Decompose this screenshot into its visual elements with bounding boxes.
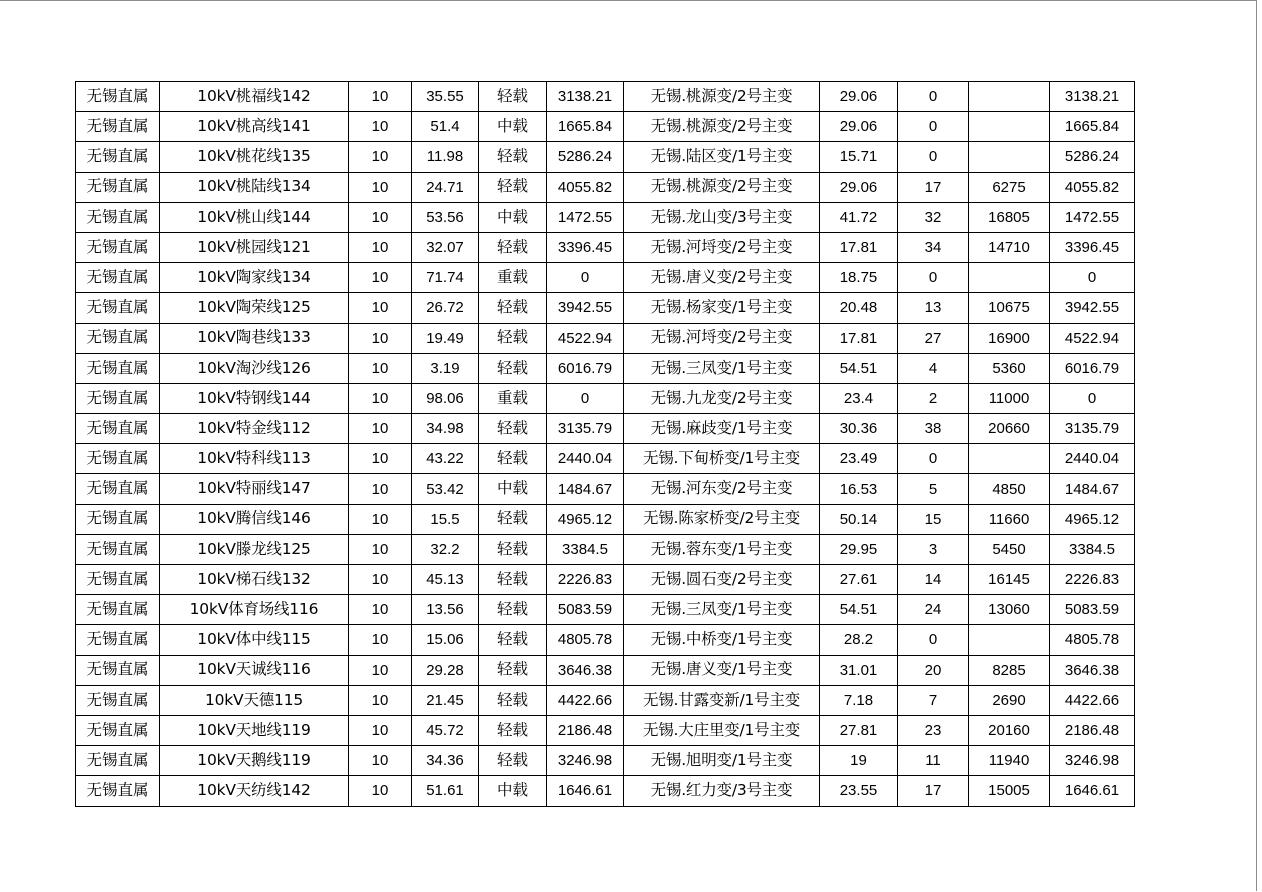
capacity-cell: 1472.55 <box>547 202 624 232</box>
substation-cell: 无锡.唐义变/2号主变 <box>624 263 820 293</box>
capacity-cell: 5083.59 <box>547 595 624 625</box>
count-cell: 20 <box>898 655 969 685</box>
load-rate-cell: 34.36 <box>412 746 479 776</box>
amount-cell: 16145 <box>969 565 1050 595</box>
org-cell: 无锡直属 <box>76 323 160 353</box>
voltage-cell: 10 <box>349 112 412 142</box>
amount-cell: 20660 <box>969 414 1050 444</box>
voltage-cell: 10 <box>349 504 412 534</box>
org-cell: 无锡直属 <box>76 776 160 806</box>
remaining-cell: 1646.61 <box>1050 776 1135 806</box>
transformer-rate-cell: 54.51 <box>820 353 898 383</box>
transformer-rate-cell: 23.55 <box>820 776 898 806</box>
transformer-rate-cell: 17.81 <box>820 323 898 353</box>
amount-cell <box>969 625 1050 655</box>
load-status-cell: 中载 <box>479 112 547 142</box>
transformer-rate-cell: 17.81 <box>820 232 898 262</box>
amount-cell: 16900 <box>969 323 1050 353</box>
count-cell: 0 <box>898 625 969 655</box>
load-status-cell: 轻载 <box>479 414 547 444</box>
load-rate-cell: 15.5 <box>412 504 479 534</box>
load-status-cell: 轻载 <box>479 565 547 595</box>
voltage-cell: 10 <box>349 655 412 685</box>
remaining-cell: 1472.55 <box>1050 202 1135 232</box>
amount-cell <box>969 444 1050 474</box>
count-cell: 14 <box>898 565 969 595</box>
transformer-rate-cell: 19 <box>820 746 898 776</box>
feeder-cell: 10kV桃花线135 <box>160 142 349 172</box>
remaining-cell: 4805.78 <box>1050 625 1135 655</box>
substation-cell: 无锡.九龙变/2号主变 <box>624 383 820 413</box>
table-row <box>76 293 1135 323</box>
amount-cell: 14710 <box>969 232 1050 262</box>
capacity-cell: 3384.5 <box>547 534 624 564</box>
org-cell: 无锡直属 <box>76 504 160 534</box>
load-rate-cell: 45.72 <box>412 715 479 745</box>
org-cell: 无锡直属 <box>76 353 160 383</box>
remaining-cell: 5286.24 <box>1050 142 1135 172</box>
voltage-cell: 10 <box>349 353 412 383</box>
capacity-cell: 3942.55 <box>547 293 624 323</box>
amount-cell <box>969 112 1050 142</box>
feeder-cell: 10kV特金线112 <box>160 414 349 444</box>
substation-cell: 无锡.圆石变/2号主变 <box>624 565 820 595</box>
org-cell: 无锡直属 <box>76 746 160 776</box>
feeder-cell: 10kV桃福线142 <box>160 82 349 112</box>
org-cell: 无锡直属 <box>76 595 160 625</box>
feeder-cell: 10kV特科线113 <box>160 444 349 474</box>
voltage-cell: 10 <box>349 263 412 293</box>
feeder-cell: 10kV特钢线144 <box>160 383 349 413</box>
transformer-rate-cell: 27.81 <box>820 715 898 745</box>
table-row <box>76 534 1135 564</box>
transformer-rate-cell: 30.36 <box>820 414 898 444</box>
transformer-rate-cell: 29.06 <box>820 112 898 142</box>
load-rate-cell: 15.06 <box>412 625 479 655</box>
substation-cell: 无锡.下甸桥变/1号主变 <box>624 444 820 474</box>
remaining-cell: 1665.84 <box>1050 112 1135 142</box>
org-cell: 无锡直属 <box>76 232 160 262</box>
transformer-rate-cell: 29.06 <box>820 172 898 202</box>
org-cell: 无锡直属 <box>76 565 160 595</box>
count-cell: 32 <box>898 202 969 232</box>
voltage-cell: 10 <box>349 142 412 172</box>
substation-cell: 无锡.陈家桥变/2号主变 <box>624 504 820 534</box>
substation-cell: 无锡.河埒变/2号主变 <box>624 323 820 353</box>
voltage-cell: 10 <box>349 685 412 715</box>
substation-cell: 无锡.三凤变/1号主变 <box>624 353 820 383</box>
capacity-cell: 2186.48 <box>547 715 624 745</box>
org-cell: 无锡直属 <box>76 293 160 323</box>
transformer-rate-cell: 31.01 <box>820 655 898 685</box>
table-row <box>76 565 1135 595</box>
remaining-cell: 2440.04 <box>1050 444 1135 474</box>
load-status-cell: 轻载 <box>479 353 547 383</box>
remaining-cell: 3384.5 <box>1050 534 1135 564</box>
voltage-cell: 10 <box>349 414 412 444</box>
load-status-cell: 轻载 <box>479 534 547 564</box>
load-rate-cell: 32.2 <box>412 534 479 564</box>
transformer-rate-cell: 16.53 <box>820 474 898 504</box>
table-row <box>76 263 1135 293</box>
transformer-rate-cell: 23.49 <box>820 444 898 474</box>
feeder-cell: 10kV天诚线116 <box>160 655 349 685</box>
count-cell: 17 <box>898 776 969 806</box>
transformer-rate-cell: 54.51 <box>820 595 898 625</box>
load-rate-cell: 98.06 <box>412 383 479 413</box>
org-cell: 无锡直属 <box>76 414 160 444</box>
feeder-cell: 10kV天鹅线119 <box>160 746 349 776</box>
feeder-cell: 10kV陶家线134 <box>160 263 349 293</box>
load-status-cell: 轻载 <box>479 82 547 112</box>
amount-cell: 11940 <box>969 746 1050 776</box>
transformer-rate-cell: 29.06 <box>820 82 898 112</box>
feeder-cell: 10kV梯石线132 <box>160 565 349 595</box>
load-rate-cell: 24.71 <box>412 172 479 202</box>
load-rate-cell: 21.45 <box>412 685 479 715</box>
table-row <box>76 323 1135 353</box>
voltage-cell: 10 <box>349 595 412 625</box>
capacity-cell: 3646.38 <box>547 655 624 685</box>
table-row <box>76 414 1135 444</box>
transformer-rate-cell: 18.75 <box>820 263 898 293</box>
table-row <box>76 625 1135 655</box>
org-cell: 无锡直属 <box>76 444 160 474</box>
substation-cell: 无锡.蓉东变/1号主变 <box>624 534 820 564</box>
substation-cell: 无锡.红力变/3号主变 <box>624 776 820 806</box>
count-cell: 13 <box>898 293 969 323</box>
substation-cell: 无锡.麻歧变/1号主变 <box>624 414 820 444</box>
load-status-cell: 轻载 <box>479 715 547 745</box>
load-status-cell: 轻载 <box>479 444 547 474</box>
feeder-cell: 10kV滕龙线125 <box>160 534 349 564</box>
load-rate-cell: 51.4 <box>412 112 479 142</box>
transformer-rate-cell: 29.95 <box>820 534 898 564</box>
load-rate-cell: 19.49 <box>412 323 479 353</box>
count-cell: 24 <box>898 595 969 625</box>
substation-cell: 无锡.大庄里变/1号主变 <box>624 715 820 745</box>
voltage-cell: 10 <box>349 444 412 474</box>
remaining-cell: 2226.83 <box>1050 565 1135 595</box>
voltage-cell: 10 <box>349 293 412 323</box>
table-row <box>76 444 1135 474</box>
remaining-cell: 5083.59 <box>1050 595 1135 625</box>
feeder-cell: 10kV体育场线116 <box>160 595 349 625</box>
capacity-cell: 4965.12 <box>547 504 624 534</box>
capacity-cell: 1646.61 <box>547 776 624 806</box>
transformer-rate-cell: 28.2 <box>820 625 898 655</box>
feeder-cell: 10kV体中线115 <box>160 625 349 655</box>
voltage-cell: 10 <box>349 383 412 413</box>
org-cell: 无锡直属 <box>76 625 160 655</box>
count-cell: 17 <box>898 172 969 202</box>
substation-cell: 无锡.桃源变/2号主变 <box>624 82 820 112</box>
remaining-cell: 4965.12 <box>1050 504 1135 534</box>
voltage-cell: 10 <box>349 323 412 353</box>
org-cell: 无锡直属 <box>76 655 160 685</box>
remaining-cell: 3396.45 <box>1050 232 1135 262</box>
feeder-cell: 10kV桃高线141 <box>160 112 349 142</box>
table-row <box>76 504 1135 534</box>
capacity-cell: 3138.21 <box>547 82 624 112</box>
table-row <box>76 685 1135 715</box>
load-status-cell: 轻载 <box>479 142 547 172</box>
data-table <box>75 81 1135 807</box>
remaining-cell: 1484.67 <box>1050 474 1135 504</box>
table-row <box>76 776 1135 806</box>
load-rate-cell: 26.72 <box>412 293 479 323</box>
remaining-cell: 0 <box>1050 263 1135 293</box>
remaining-cell: 2186.48 <box>1050 715 1135 745</box>
load-status-cell: 中载 <box>479 202 547 232</box>
load-rate-cell: 53.42 <box>412 474 479 504</box>
capacity-cell: 2440.04 <box>547 444 624 474</box>
transformer-rate-cell: 27.61 <box>820 565 898 595</box>
load-status-cell: 轻载 <box>479 323 547 353</box>
load-rate-cell: 53.56 <box>412 202 479 232</box>
table-row <box>76 715 1135 745</box>
table-row <box>76 655 1135 685</box>
feeder-cell: 10kV腾信线146 <box>160 504 349 534</box>
org-cell: 无锡直属 <box>76 82 160 112</box>
org-cell: 无锡直属 <box>76 715 160 745</box>
amount-cell <box>969 142 1050 172</box>
feeder-cell: 10kV桃山线144 <box>160 202 349 232</box>
load-status-cell: 轻载 <box>479 746 547 776</box>
transformer-rate-cell: 41.72 <box>820 202 898 232</box>
remaining-cell: 3138.21 <box>1050 82 1135 112</box>
amount-cell <box>969 82 1050 112</box>
load-rate-cell: 13.56 <box>412 595 479 625</box>
count-cell: 34 <box>898 232 969 262</box>
load-rate-cell: 29.28 <box>412 655 479 685</box>
voltage-cell: 10 <box>349 232 412 262</box>
substation-cell: 无锡.河埒变/2号主变 <box>624 232 820 262</box>
org-cell: 无锡直属 <box>76 685 160 715</box>
capacity-cell: 0 <box>547 383 624 413</box>
capacity-cell: 1484.67 <box>547 474 624 504</box>
remaining-cell: 3646.38 <box>1050 655 1135 685</box>
table-row <box>76 172 1135 202</box>
capacity-cell: 4422.66 <box>547 685 624 715</box>
substation-cell: 无锡.河东变/2号主变 <box>624 474 820 504</box>
table-row <box>76 112 1135 142</box>
load-status-cell: 轻载 <box>479 504 547 534</box>
capacity-cell: 0 <box>547 263 624 293</box>
feeder-cell: 10kV桃陆线134 <box>160 172 349 202</box>
substation-cell: 无锡.陆区变/1号主变 <box>624 142 820 172</box>
transformer-rate-cell: 23.4 <box>820 383 898 413</box>
capacity-cell: 4055.82 <box>547 172 624 202</box>
feeder-cell: 10kV天地线119 <box>160 715 349 745</box>
remaining-cell: 4522.94 <box>1050 323 1135 353</box>
table-row <box>76 746 1135 776</box>
load-rate-cell: 11.98 <box>412 142 479 172</box>
table-row <box>76 82 1135 112</box>
load-rate-cell: 43.22 <box>412 444 479 474</box>
count-cell: 27 <box>898 323 969 353</box>
substation-cell: 无锡.三凤变/1号主变 <box>624 595 820 625</box>
amount-cell: 10675 <box>969 293 1050 323</box>
org-cell: 无锡直属 <box>76 172 160 202</box>
org-cell: 无锡直属 <box>76 534 160 564</box>
transformer-rate-cell: 15.71 <box>820 142 898 172</box>
count-cell: 4 <box>898 353 969 383</box>
amount-cell: 11660 <box>969 504 1050 534</box>
transformer-rate-cell: 50.14 <box>820 504 898 534</box>
count-cell: 7 <box>898 685 969 715</box>
count-cell: 5 <box>898 474 969 504</box>
amount-cell: 5360 <box>969 353 1050 383</box>
table-row <box>76 474 1135 504</box>
capacity-cell: 4522.94 <box>547 323 624 353</box>
capacity-cell: 3246.98 <box>547 746 624 776</box>
voltage-cell: 10 <box>349 534 412 564</box>
load-rate-cell: 3.19 <box>412 353 479 383</box>
voltage-cell: 10 <box>349 82 412 112</box>
load-rate-cell: 34.98 <box>412 414 479 444</box>
count-cell: 0 <box>898 142 969 172</box>
load-status-cell: 轻载 <box>479 685 547 715</box>
load-status-cell: 中载 <box>479 776 547 806</box>
substation-cell: 无锡.桃源变/2号主变 <box>624 172 820 202</box>
amount-cell: 13060 <box>969 595 1050 625</box>
capacity-cell: 1665.84 <box>547 112 624 142</box>
table-row <box>76 383 1135 413</box>
capacity-cell: 5286.24 <box>547 142 624 172</box>
substation-cell: 无锡.旭明变/1号主变 <box>624 746 820 776</box>
capacity-cell: 2226.83 <box>547 565 624 595</box>
count-cell: 0 <box>898 444 969 474</box>
org-cell: 无锡直属 <box>76 383 160 413</box>
load-rate-cell: 35.55 <box>412 82 479 112</box>
org-cell: 无锡直属 <box>76 474 160 504</box>
amount-cell: 16805 <box>969 202 1050 232</box>
feeder-cell: 10kV陶巷线133 <box>160 323 349 353</box>
remaining-cell: 6016.79 <box>1050 353 1135 383</box>
capacity-cell: 3396.45 <box>547 232 624 262</box>
count-cell: 0 <box>898 263 969 293</box>
table-row <box>76 202 1135 232</box>
table-row <box>76 353 1135 383</box>
table-body <box>76 82 1135 807</box>
load-status-cell: 轻载 <box>479 595 547 625</box>
count-cell: 11 <box>898 746 969 776</box>
count-cell: 38 <box>898 414 969 444</box>
load-status-cell: 轻载 <box>479 655 547 685</box>
load-rate-cell: 51.61 <box>412 776 479 806</box>
load-status-cell: 中载 <box>479 474 547 504</box>
count-cell: 3 <box>898 534 969 564</box>
feeder-cell: 10kV陶荣线125 <box>160 293 349 323</box>
feeder-cell: 10kV天德115 <box>160 685 349 715</box>
remaining-cell: 3246.98 <box>1050 746 1135 776</box>
remaining-cell: 3942.55 <box>1050 293 1135 323</box>
load-status-cell: 轻载 <box>479 293 547 323</box>
remaining-cell: 0 <box>1050 383 1135 413</box>
load-rate-cell: 32.07 <box>412 232 479 262</box>
count-cell: 23 <box>898 715 969 745</box>
remaining-cell: 4422.66 <box>1050 685 1135 715</box>
amount-cell: 15005 <box>969 776 1050 806</box>
voltage-cell: 10 <box>349 715 412 745</box>
amount-cell <box>969 263 1050 293</box>
org-cell: 无锡直属 <box>76 142 160 172</box>
feeder-cell: 10kV特丽线147 <box>160 474 349 504</box>
org-cell: 无锡直属 <box>76 263 160 293</box>
feeder-cell: 10kV淘沙线126 <box>160 353 349 383</box>
substation-cell: 无锡.杨家变/1号主变 <box>624 293 820 323</box>
table-row <box>76 142 1135 172</box>
count-cell: 15 <box>898 504 969 534</box>
count-cell: 2 <box>898 383 969 413</box>
voltage-cell: 10 <box>349 565 412 595</box>
capacity-cell: 6016.79 <box>547 353 624 383</box>
load-status-cell: 重载 <box>479 383 547 413</box>
voltage-cell: 10 <box>349 474 412 504</box>
org-cell: 无锡直属 <box>76 202 160 232</box>
load-rate-cell: 45.13 <box>412 565 479 595</box>
amount-cell: 11000 <box>969 383 1050 413</box>
count-cell: 0 <box>898 112 969 142</box>
voltage-cell: 10 <box>349 746 412 776</box>
remaining-cell: 4055.82 <box>1050 172 1135 202</box>
capacity-cell: 3135.79 <box>547 414 624 444</box>
feeder-cell: 10kV桃园线121 <box>160 232 349 262</box>
amount-cell: 8285 <box>969 655 1050 685</box>
transformer-rate-cell: 20.48 <box>820 293 898 323</box>
load-status-cell: 重载 <box>479 263 547 293</box>
remaining-cell: 3135.79 <box>1050 414 1135 444</box>
voltage-cell: 10 <box>349 776 412 806</box>
load-status-cell: 轻载 <box>479 625 547 655</box>
substation-cell: 无锡.中桥变/1号主变 <box>624 625 820 655</box>
count-cell: 0 <box>898 82 969 112</box>
org-cell: 无锡直属 <box>76 112 160 142</box>
amount-cell: 5450 <box>969 534 1050 564</box>
amount-cell: 20160 <box>969 715 1050 745</box>
load-rate-cell: 71.74 <box>412 263 479 293</box>
feeder-cell: 10kV天纺线142 <box>160 776 349 806</box>
load-status-cell: 轻载 <box>479 172 547 202</box>
voltage-cell: 10 <box>349 625 412 655</box>
capacity-cell: 4805.78 <box>547 625 624 655</box>
transformer-rate-cell: 7.18 <box>820 685 898 715</box>
amount-cell: 6275 <box>969 172 1050 202</box>
table-row <box>76 232 1135 262</box>
load-status-cell: 轻载 <box>479 232 547 262</box>
voltage-cell: 10 <box>349 202 412 232</box>
voltage-cell: 10 <box>349 172 412 202</box>
substation-cell: 无锡.龙山变/3号主变 <box>624 202 820 232</box>
substation-cell: 无锡.甘露变新/1号主变 <box>624 685 820 715</box>
table-row <box>76 595 1135 625</box>
amount-cell: 2690 <box>969 685 1050 715</box>
substation-cell: 无锡.唐义变/1号主变 <box>624 655 820 685</box>
substation-cell: 无锡.桃源变/2号主变 <box>624 112 820 142</box>
amount-cell: 4850 <box>969 474 1050 504</box>
